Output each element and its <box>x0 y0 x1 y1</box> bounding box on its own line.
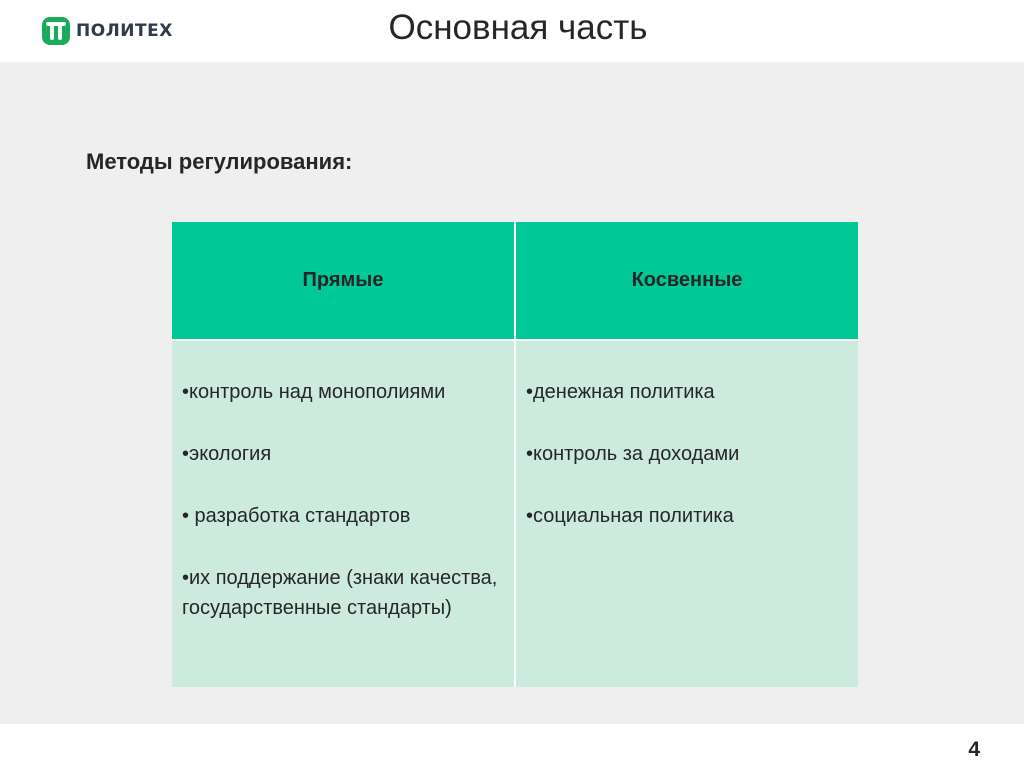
table-row <box>172 340 858 687</box>
direct-methods-cell <box>172 340 515 687</box>
column-header-direct: Прямые <box>172 222 515 340</box>
list-item: •контроль над монополиями <box>182 381 446 403</box>
page-number: 4 <box>968 738 980 761</box>
slide-content <box>0 62 1024 724</box>
slide-title: Основная часть <box>388 8 648 47</box>
indirect-methods-cell <box>515 340 858 687</box>
table-header-row <box>172 222 858 340</box>
list-item: •экология <box>182 443 272 465</box>
section-heading: Методы регулирования: <box>86 149 353 174</box>
list-item: •социальная политика <box>526 505 734 527</box>
logo-text: ПОЛИТЕХ <box>76 21 173 41</box>
column-header-indirect: Косвенные <box>515 222 858 340</box>
slide-header <box>0 0 1024 62</box>
list-item: •их поддержание (знаки качества, государственные стандарты) <box>182 567 498 619</box>
list-item: • разработка стандартов <box>182 505 411 527</box>
list-item: •контроль за доходами <box>526 443 740 465</box>
slide-footer <box>0 724 1024 767</box>
methods-table <box>172 222 858 687</box>
list-item: •денежная политика <box>526 381 715 403</box>
